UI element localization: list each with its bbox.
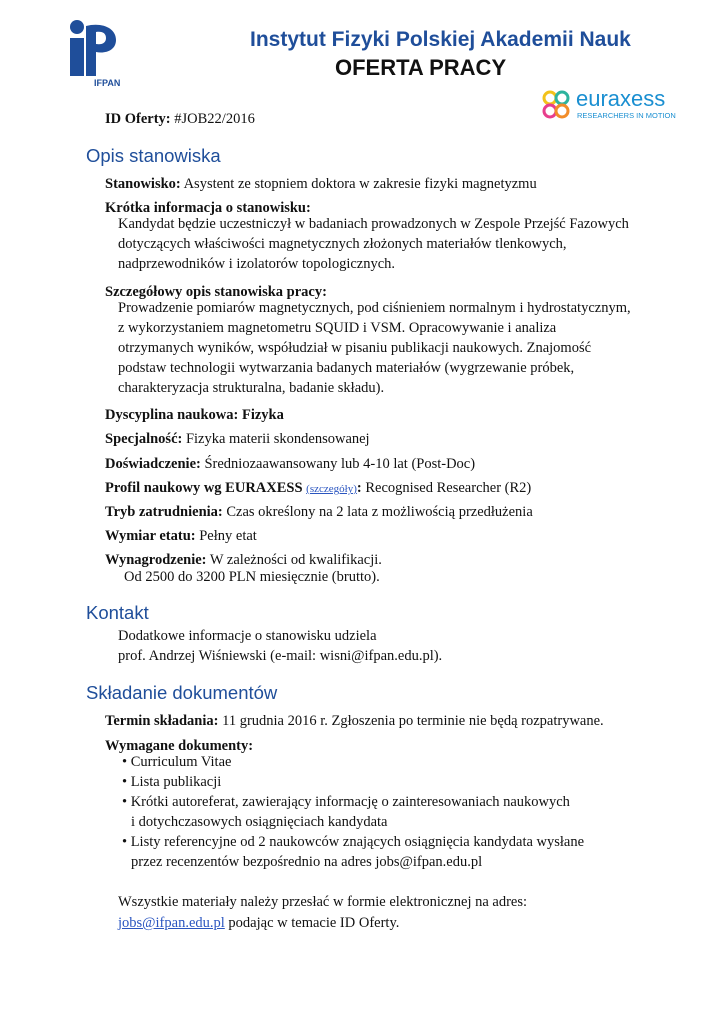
termin-value: 11 grudnia 2016 r. Zgłoszenia po terminie nie będą rozpatrywane.	[222, 713, 604, 729]
wynagrodzenie-label: Wynagrodzenie:	[105, 552, 207, 568]
krotka-label: Krótka informacja o stanowisku:	[105, 200, 311, 216]
section-heading-kontakt: Kontakt	[86, 602, 149, 623]
euraxess-logo	[540, 84, 690, 124]
wymagane-label: Wymagane dokumenty:	[105, 738, 254, 754]
svg-text:RESEARCHERS IN MOTION: RESEARCHERS IN MOTION	[577, 111, 676, 120]
doswiadczenie-row	[105, 454, 475, 474]
specjalnosc-label: Specjalność:	[105, 431, 183, 447]
szczegolowy-line: podstaw technologii wytwarzania badanych materiałów (wygrzewanie próbek,	[118, 360, 575, 376]
wymiar-label: Wymiar etatu:	[105, 528, 196, 544]
dyscyplina: Dyscyplina naukowa: Fizyka	[105, 407, 284, 423]
szczegolowy-line: z wykorzystaniem magnetometru SQUID i VSM. Opracowywanie i analiza	[118, 320, 557, 336]
doswiadczenie-label: Doświadczenie:	[105, 456, 201, 472]
termin-row	[105, 711, 604, 731]
wymiar-value: Pełny etat	[199, 528, 257, 544]
svg-text:euraxess: euraxess	[576, 86, 666, 111]
offer-id	[105, 109, 255, 129]
final-instruction: Wszystkie materiały należy przesłać w formie elektronicznej na adres:	[118, 894, 528, 910]
section-heading-opis: Opis stanowiska	[86, 145, 221, 166]
svg-text:IFPAN: IFPAN	[94, 78, 121, 88]
profil-value: Recognised Researcher (R2)	[365, 480, 532, 496]
specjalnosc-row	[105, 429, 370, 449]
wynagrodzenie-range: Od 2500 do 3200 PLN miesięcznie (brutto).	[124, 569, 380, 585]
profil-colon: :	[356, 480, 362, 496]
offer-id-value: #JOB22/2016	[174, 111, 255, 127]
ifpan-logo-icon	[64, 18, 122, 88]
szczegolowy-line: charakteryzacja strukturalna, badanie składu).	[118, 380, 385, 396]
stanowisko-row	[105, 174, 537, 194]
offer-id-label: ID Oferty:	[105, 111, 171, 127]
final-instruction-row	[118, 913, 399, 933]
section-heading-skladanie: Składanie dokumentów	[86, 682, 278, 703]
szczegolowy-line: Prowadzenie pomiarów magnetycznych, pod ciśnieniem normalnym i hydrostatycznym,	[118, 300, 631, 316]
tryb-row	[105, 502, 533, 522]
stanowisko-value: Asystent ze stopniem doktora w zakresie fizyki magnetyzmu	[183, 176, 537, 192]
list-item: • Lista publikacji	[122, 774, 222, 790]
wynagrodzenie-value: W zależności od kwalifikacji.	[209, 552, 382, 568]
list-item-continuation: i dotychczasowych osiągnięciach kandydata	[131, 814, 388, 830]
doswiadczenie-value: Średniozaawansowany lub 4-10 lat (Post-Doc)	[204, 456, 476, 472]
page-title: OFERTA PRACY	[335, 55, 507, 80]
stanowisko-label: Stanowisko:	[105, 176, 181, 192]
specjalnosc-value: Fizyka materii skondensowanej	[185, 431, 370, 447]
list-item-continuation: przez recenzentów bezpośrednio na adres jobs@ifpan.edu.pl	[131, 854, 483, 870]
institute-name: Instytut Fizyki Polskiej Akademii Nauk	[250, 28, 631, 51]
krotka-line: nadprzewodników i izolatorów topologicznych.	[118, 256, 396, 272]
tryb-label: Tryb zatrudnienia:	[105, 504, 223, 520]
tryb-value: Czas określony na 2 lata z możliwością przedłużenia	[226, 504, 533, 520]
kontakt-line: Dodatkowe informacje o stanowisku udziela	[118, 628, 377, 644]
profil-row	[105, 478, 531, 499]
euraxess-rings-icon	[540, 84, 690, 124]
documents-list	[122, 752, 584, 872]
list-item: • Krótki autoreferat, zawierający informację o zainteresowaniach naukowych	[122, 794, 570, 810]
krotka-line: Kandydat będzie uczestniczył w badaniach prowadzonych w Zespole Przejść Fazowych	[118, 216, 629, 232]
szczegolowy-line: otrzymanych wyników, współudział w pisaniu publikacji naukowych. Znajomość	[118, 340, 592, 356]
final-instruction-rest: podając w temacie ID Oferty.	[224, 915, 400, 931]
termin-label: Termin składania:	[105, 713, 219, 729]
krotka-text	[118, 214, 629, 274]
wymiar-row	[105, 526, 257, 546]
ifpan-logo	[64, 18, 122, 88]
kontakt-line: prof. Andrzej Wiśniewski (e-mail: wisni@ifpan.edu.pl).	[118, 648, 443, 664]
list-item: • Listy referencyjne od 2 naukowców znających osiągnięcia kandydata wysłane	[122, 834, 585, 850]
szczegolowy-label: Szczegółowy opis stanowiska pracy:	[105, 284, 327, 300]
profil-label: Profil naukowy wg EURAXESS	[105, 480, 303, 496]
jobs-email-link[interactable]: jobs@ifpan.edu.pl	[118, 915, 225, 931]
szczegolowy-text	[118, 298, 631, 398]
list-item: • Curriculum Vitae	[122, 754, 232, 770]
krotka-line: dotyczących właściwości magnetycznych złożonych materiałów tlenkowych,	[118, 236, 567, 252]
profil-details-link[interactable]: (szczegóły)	[306, 483, 357, 495]
